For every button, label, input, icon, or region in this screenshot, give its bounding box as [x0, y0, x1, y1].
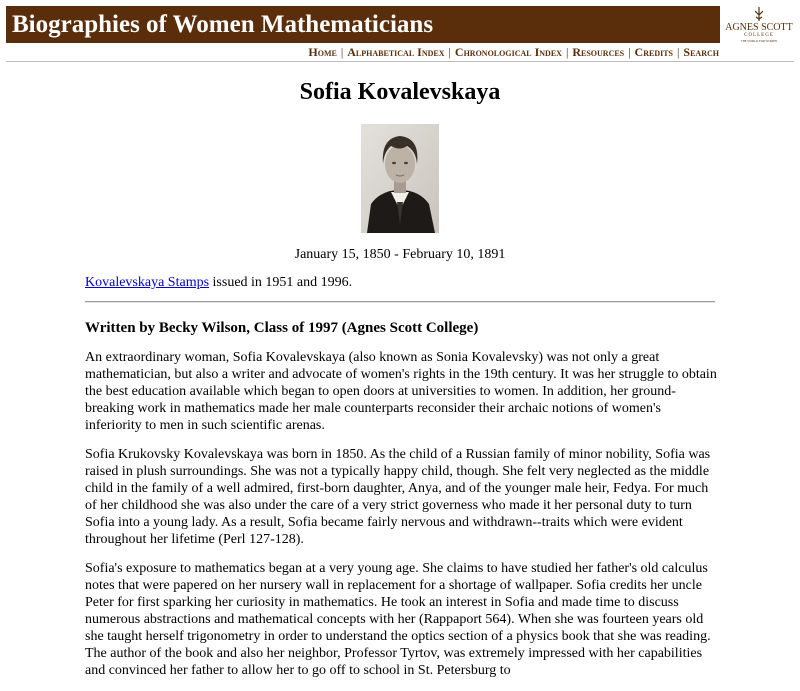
stamps-link[interactable]: Kovalevskaya Stamps — [85, 275, 210, 290]
portrait-image — [361, 124, 439, 233]
nav-separator: | — [677, 45, 680, 59]
nav-resources[interactable]: Resources — [572, 45, 625, 59]
site-title-banner: Biographies of Women Mathematicians — [6, 6, 720, 43]
logo-college: COLLEGE — [744, 33, 774, 38]
top-nav — [308, 45, 719, 60]
logo-emblem-icon — [752, 6, 766, 22]
paragraph: Sofia Krukovsky Kovalevskaya was born in 1850. As the child of a Russian family of minor nobility, Sofia was raised in plush surroundings. She was not a typically happy child, though. She felt very neglected as the middle child in the family of a well admired, first-born daughter, Anya, and of the younger male heir, Fedya. For much of her childhood she was also under the care of a very strict governess who made it her personal duty to turn Sofia into a young lady. As a result, Sofia became fairly nervous and withdrawn--traits which were evident throughout her lifetime (Perl 127-128). — [85, 447, 711, 547]
nav-search[interactable]: Search — [683, 45, 719, 59]
nav-alphabetical-index[interactable]: Alphabetical Index — [347, 45, 445, 59]
stamps-line — [85, 274, 352, 291]
author-heading: Written by Becky Wilson, Class of 1997 (Agnes Scott College) — [85, 320, 479, 336]
stamps-text: issued in 1951 and 1996. — [209, 275, 353, 290]
paragraph: An extraordinary woman, Sofia Kovalevskaya (also known as Sonia Kovalevsky) was not only a great mathematician, but also a writer and advocate of women's rights in the 19th century. It was her struggle to obtain the best education available which began to open doors at universities to women. In addition, her ground-breaking work in mathematics made her male counterparts reconsider their archaic notions of women's inferiority to men in such scientific arenas. — [85, 350, 717, 433]
nav-chronological-index[interactable]: Chronological Index — [454, 45, 562, 59]
logo-name: AGNES SCOTT — [725, 22, 793, 33]
nav-separator: | — [448, 45, 451, 59]
nav-home[interactable]: Home — [308, 45, 337, 59]
biography-text — [85, 349, 719, 691]
nav-separator: | — [340, 45, 344, 59]
life-dates: January 15, 1850 - February 10, 1891 — [294, 247, 506, 262]
nav-divider — [6, 61, 794, 62]
logo-motto: THE WORLD FOR WOMEN — [740, 39, 778, 43]
page-title: Sofia Kovalevskaya — [299, 79, 501, 105]
nav-separator: | — [628, 45, 631, 59]
content-divider — [85, 301, 715, 303]
nav-separator: | — [565, 45, 569, 59]
nav-credits[interactable]: Credits — [634, 45, 674, 59]
college-logo[interactable] — [722, 6, 796, 46]
paragraph: Sofia's exposure to mathematics began at a very young age. She claims to have studied her father's old calculus notes that were papered on her nursery wall in replacement for a shortage of wallpaper. Sofia credits her uncle Peter for first sparking her curiosity in mathematics. He took an interest in Sofia and made time to discuss numerous abstractions and mathematical concepts with her (Rappaport 564). When she was fourteen years old she taught herself trigonometry in order to understand the optics section of a physics book that she was reading. The author of the book and also her neighbor, Professor Tyrtov, was extremely impressed with her capabilities and convinced her father to allow her to go off to school in St. Petersburg to — [85, 561, 711, 678]
